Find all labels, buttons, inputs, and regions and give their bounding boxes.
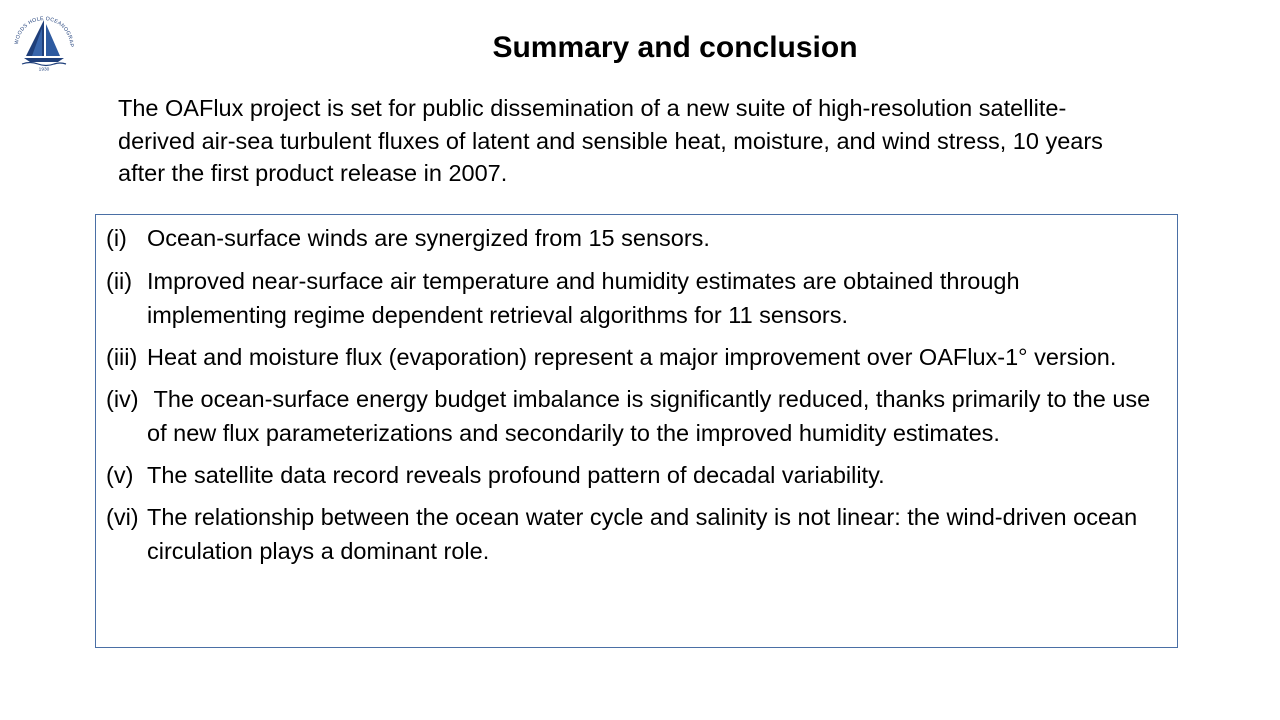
svg-text:WOODS HOLE OCEANOGRAPHIC INSTI: WOODS HOLE OCEANOGRAP xyxy=(13,15,75,48)
conclusion-item-iv xyxy=(106,382,1163,450)
conclusion-item-i xyxy=(106,221,1163,255)
item-text: Improved near-surface air temperature and humidity estimates are obtained through implementing regime dependent retrieval algorithms for 11 sensors. xyxy=(147,268,1020,328)
item-text: Heat and moisture flux (evaporation) represent a major improvement over OAFlux-1° version. xyxy=(147,344,1117,370)
conclusion-item-ii xyxy=(106,264,1163,332)
item-text: Ocean-surface winds are synergized from 15 sensors. xyxy=(147,225,710,251)
conclusion-item-v xyxy=(106,458,1163,492)
item-number: (v) xyxy=(106,462,134,488)
item-text: The ocean-surface energy budget imbalance is significantly reduced, thanks primarily to the use of new flux parameterizations and secondarily to the improved humidity estimates. xyxy=(147,386,1157,446)
item-number: (iv) xyxy=(106,386,139,412)
conclusion-box xyxy=(95,214,1178,648)
conclusion-item-iii xyxy=(106,340,1163,374)
conclusion-item-vi xyxy=(106,500,1163,568)
item-text: The relationship between the ocean water cycle and salinity is not linear: the wind-driven ocean circulation plays a dominant role. xyxy=(147,504,1138,564)
slide-title: Summary and conclusion xyxy=(492,31,858,64)
intro-paragraph: The OAFlux project is set for public dissemination of a new suite of high-resolution satellite-derived air-sea turbulent fluxes of latent and sensible heat, moisture, and wind stress, 10 years after the first product release in 2007. xyxy=(118,95,1103,186)
svg-text:1930: 1930 xyxy=(38,67,50,72)
item-number: (vi) xyxy=(106,504,139,530)
item-number: (i) xyxy=(106,225,127,251)
item-number: (ii) xyxy=(106,268,133,294)
item-number: (iii) xyxy=(106,344,138,370)
item-text: The satellite data record reveals profound pattern of decadal variability. xyxy=(147,462,885,488)
